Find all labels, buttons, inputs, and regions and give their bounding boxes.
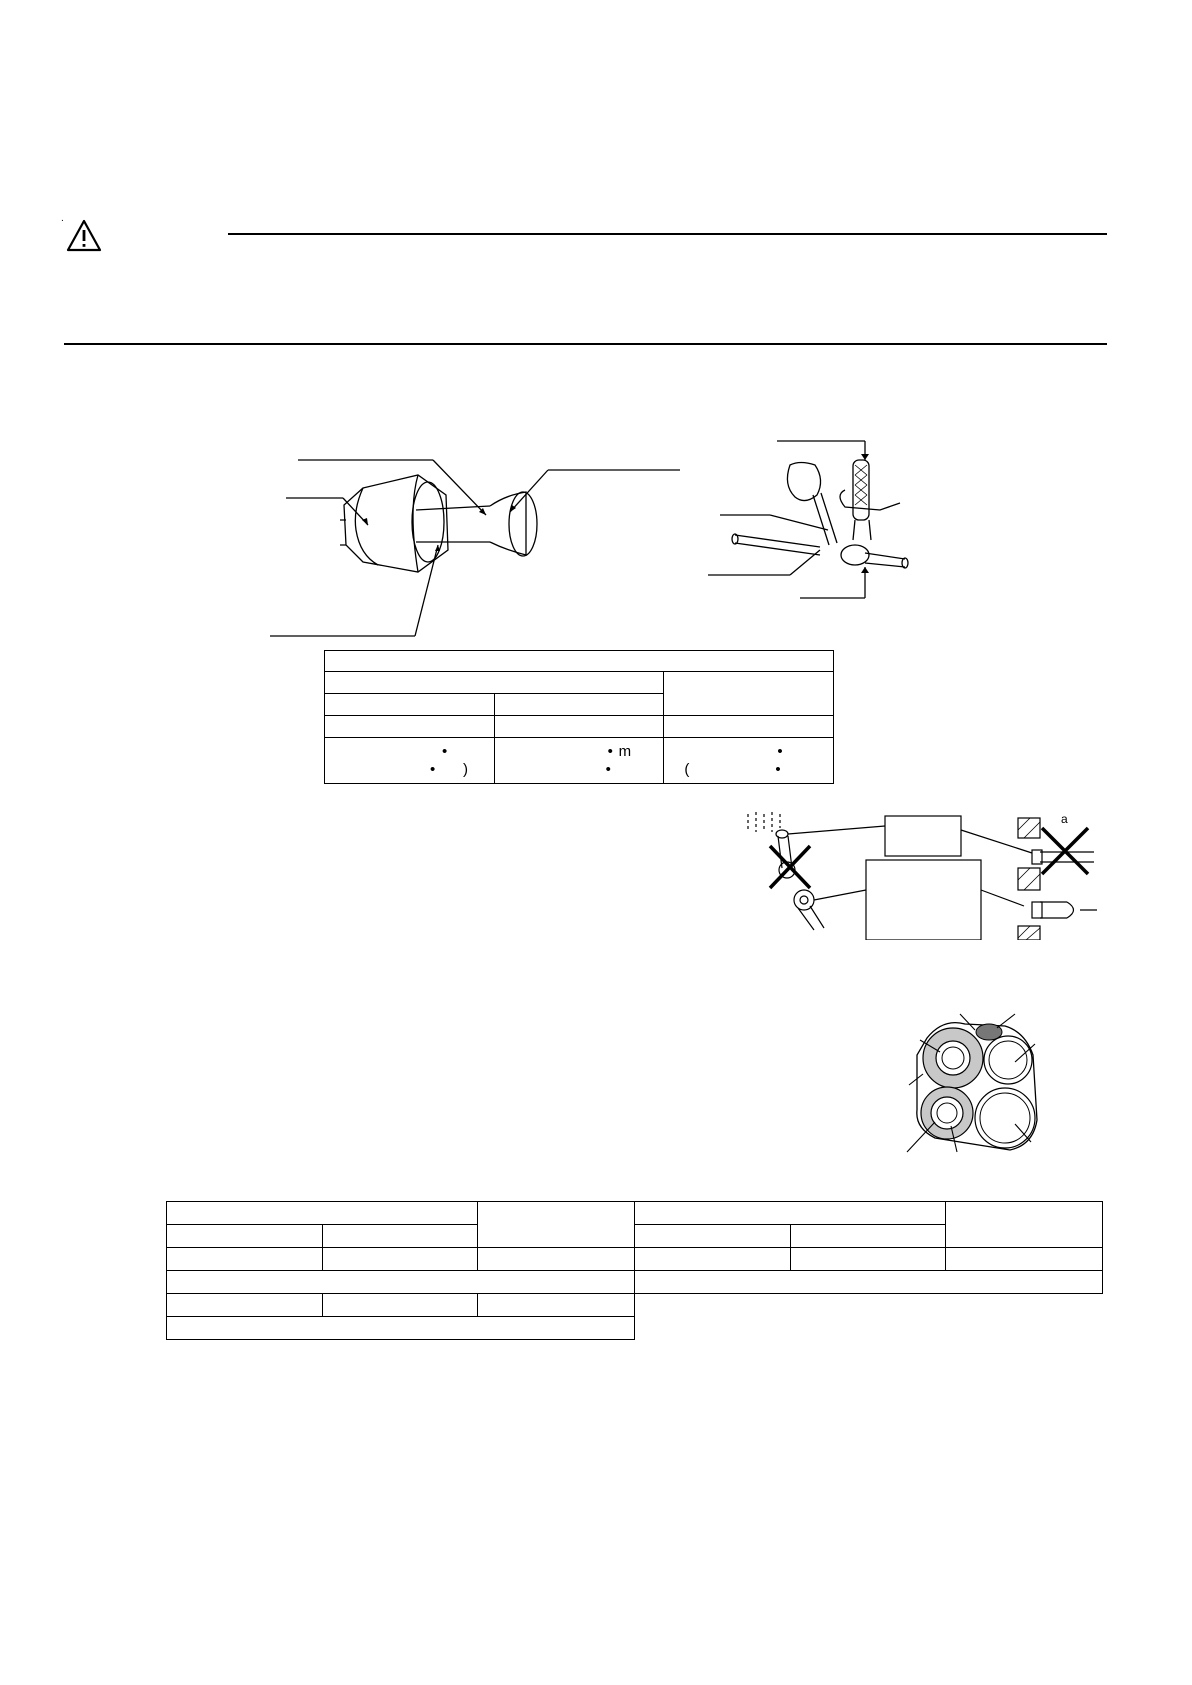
torque-table-cell	[664, 716, 834, 738]
torque-table	[324, 650, 834, 784]
dot-mark: •	[605, 761, 611, 778]
spec-note-left	[167, 1271, 635, 1294]
spec-footer	[167, 1317, 635, 1340]
caution-bottom-rule	[64, 343, 1107, 345]
paren-mark: (	[684, 761, 690, 778]
flare-nut-illustration	[268, 450, 688, 640]
spec-header-mid	[478, 1202, 635, 1248]
wall-label: a	[1061, 812, 1068, 826]
torque-table-title-cell	[325, 651, 834, 672]
spec-empty	[635, 1294, 1103, 1317]
spec-note-right	[635, 1271, 1103, 1294]
torque-wrench-illustration	[705, 435, 915, 605]
dot-mark: •	[777, 743, 783, 760]
torque-table-value-cell-1	[325, 738, 495, 784]
pipe-bundle-cross-section-illustration	[905, 1010, 1045, 1155]
pipe-spec-table	[166, 1201, 1103, 1340]
spec-cell	[790, 1248, 946, 1271]
spec-cell	[322, 1294, 478, 1317]
spec-cell	[478, 1248, 635, 1271]
torque-table-cell	[494, 716, 664, 738]
spec-header-left	[167, 1202, 478, 1225]
torque-table-subheader-1	[325, 694, 495, 716]
torque-table-value-cell-2	[494, 738, 664, 784]
dot-mark: •	[442, 743, 448, 760]
spec-subheader	[322, 1225, 478, 1248]
spec-header-right	[635, 1202, 946, 1225]
torque-table-group-header	[325, 672, 664, 694]
dot-mark: •	[430, 761, 436, 778]
spec-subheader	[635, 1225, 791, 1248]
spec-empty	[635, 1317, 1103, 1340]
caution-top-rule	[228, 233, 1107, 235]
spec-cell	[167, 1294, 323, 1317]
spec-cell	[946, 1248, 1103, 1271]
torque-table-side-header	[664, 672, 834, 716]
warning-triangle-icon	[66, 219, 102, 252]
dot-mark: •	[775, 761, 781, 778]
torque-table-value-cell-3	[664, 738, 834, 784]
spec-cell	[478, 1294, 635, 1317]
spec-cell	[167, 1248, 323, 1271]
spec-cell	[635, 1248, 791, 1271]
unit-mark: m	[618, 743, 632, 760]
dot-mark: •	[607, 743, 613, 760]
torque-table-cell	[325, 716, 495, 738]
pipe-end-protection-illustration	[742, 808, 1102, 940]
spec-cell	[322, 1248, 478, 1271]
spec-subheader	[790, 1225, 946, 1248]
caution-marker: .	[61, 213, 64, 224]
spec-subheader	[167, 1225, 323, 1248]
torque-table-subheader-2	[494, 694, 664, 716]
paren-mark: )	[463, 761, 468, 778]
spec-header-end	[946, 1202, 1103, 1248]
